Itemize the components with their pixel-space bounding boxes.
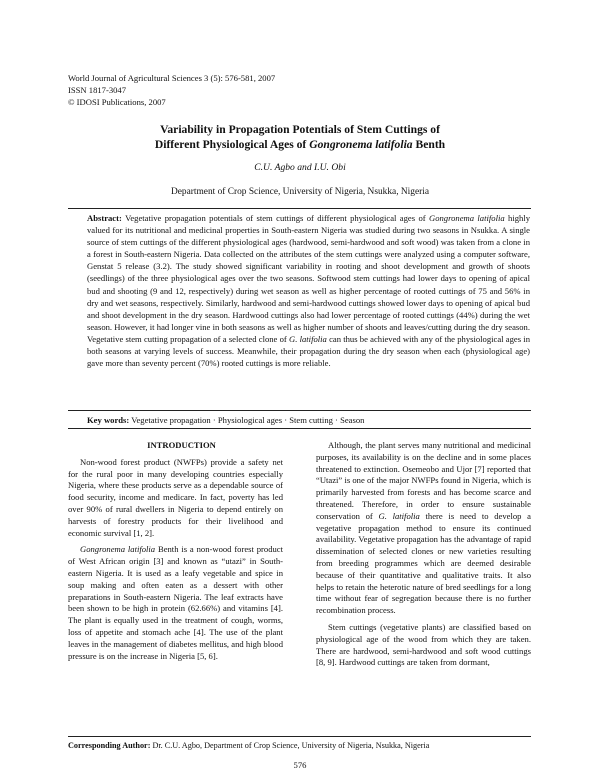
title-line-2-prefix: Different Physiological Ages of <box>154 138 310 151</box>
abstract-text-3: can thus be achieved with any of the physiological ages in both seasons at varying levels of success. Meanwhile, their propagation during the dry season when each (physiological age) gave more than seventy percent (70%) rooted cuttings is more reliable. <box>87 333 530 369</box>
keywords-text: Vegetative propagation · Physiological ages · Stem cutting · Season <box>129 415 365 425</box>
copyright: © IDOSI Publications, 2007 <box>68 97 166 107</box>
intro-paragraph-2 <box>68 544 283 662</box>
title-line-2-suffix: Benth <box>412 138 446 151</box>
journal-citation: World Journal of Agricultural Sciences 3 (5): 576-581, 2007 <box>68 73 276 83</box>
abstract-text-1: Vegetative propagation potentials of stem cuttings of different physiological ages of <box>121 213 429 223</box>
page-number: 576 <box>293 760 307 770</box>
intro-paragraph-1: Non-wood forest product (NWFPs) provide a safety net for the rural poor in many developing countries especially Nigeria, where these products serve as a dependable source of food security, income and medicare. In fact, poverty has led over 90% of rural dwellers in Nigeria to depend entirely on harvests of forestry products for their livelihood and economic survival [1, 2]. <box>68 456 283 538</box>
abstract <box>87 212 530 369</box>
left-column <box>68 440 283 662</box>
title-line-1: Variability in Propagation Potentials of Stem Cuttings of <box>160 123 440 136</box>
issn: ISSN 1817-3047 <box>68 85 127 95</box>
abstract-species-1: Gongronema latifolia <box>429 213 505 223</box>
corresponding-author-label: Corresponding Author: <box>68 741 151 750</box>
title-species: Gongronema latifolia <box>309 138 413 151</box>
paper-title <box>0 122 600 152</box>
intro-paragraph-2-text: Benth is a non-wood forest product of West African origin [3] and known as “utazi” in South-eastern Nigeria. It is used as a leafy vegetable and spice in soup making and often eaten as a dessert with other preparations in South-eastern Nigeria. The leaf extracts have been shown to be high in protein (62.66%) and vitamins [4]. The plant is equally used in the treatment of cough, worms, loss of appetite and stomach ache [4]. The use of the plant leaves in the management of diabetes mellitus, and high blood pressure is on the increase in Nigeria [5, 6]. <box>68 544 283 661</box>
right-column <box>316 440 531 669</box>
section-heading-introduction: INTRODUCTION <box>147 440 216 450</box>
keywords <box>87 415 530 425</box>
intro-paragraph-3 <box>316 440 531 617</box>
journal-header <box>68 72 275 108</box>
keywords-bottom-rule <box>68 428 531 429</box>
keywords-top-rule <box>68 410 531 411</box>
title-line-2 <box>0 137 600 152</box>
footer-rule <box>68 736 531 737</box>
authors: C.U. Agbo and I.U. Obi <box>254 162 346 173</box>
abstract-top-rule <box>68 208 531 209</box>
intro-paragraph-3b: there is need to develop a vegetative propagation method to ensure its continued availability. Vegetative propagation has the advantage of rapid dissemination of selected clones or new varieties resulting from breeding programmes which are deemed desirable because of their quantitative and qualitative traits. It also helps to retain the heterotic nature of bred seedlings for a long time without fear of segregation because there is no further recombination process. <box>316 510 531 616</box>
affiliation: Department of Crop Science, University of Nigeria, Nsukka, Nigeria <box>171 187 429 197</box>
abstract-species-2: G. latifolia <box>289 333 327 344</box>
corresponding-author-text: Dr. C.U. Agbo, Department of Crop Science, University of Nigeria, Nsukka, Nigeria <box>150 741 430 750</box>
abstract-text-2: highly valued for its nutritional and medicinal properties in South-eastern Nigeria was studied during two seasons in Nsukka. A single source of stem cuttings of the different physiological ages (hardwood, semi-hardwood and soft wood) was taken from a clone in a forest in South-eastern Nigeria. Data collected on the attributes of the stem cuttings were analyzed using a computer software, Genstat 5 release (3.2). The study showed significant variability in rooting and shoot development and growth of shoots (seedlings) of the three physiological ages over the two seasons. Softwood stem cuttings had lower days to opening of apical bud and shooting (9 and 12, respectively) during wet season as well as higher percentage of rooted cuttings of 75 and 56% in dry and wet seasons, respectively. Similarly, hardwood and semi-hardwood cuttings showed lower days to opening of apical bud and shoot development in the dry season. Hardwood cuttings also had lower percentage of rooted cuttings (44%) during the wet season. However, it had longer vine in both seasons as well as higher number of shoots and leaves/cutting during the dry season. Vegetative stem cutting propagation of a selected clone of <box>87 213 530 344</box>
keywords-label: Key words: <box>87 415 130 425</box>
intro-species-2: G. latifolia <box>378 510 420 521</box>
intro-paragraph-4: Stem cuttings (vegetative plants) are classified based on physiological age of the wood from which they are taken. There are hardwood, semi-hardwood and soft wood cuttings [8, 9]. Hardwood cuttings are taken from dormant, <box>316 621 531 668</box>
abstract-label: Abstract: <box>87 213 122 223</box>
intro-paragraph-3a: Although, the plant serves many nutritional and medicinal purposes, its availability is on the decline and in some places threatened to extinction. Osemeobo and Ujor [7] reported that “Utazi” is one of the major NWFPs found in Nigeria, which is primarily harvested from forests and has become scarce and threatened. Therefore, in order to ensure sustainable conservation of <box>316 440 531 521</box>
corresponding-author <box>68 741 429 750</box>
intro-species: Gongronema latifolia <box>80 544 156 555</box>
